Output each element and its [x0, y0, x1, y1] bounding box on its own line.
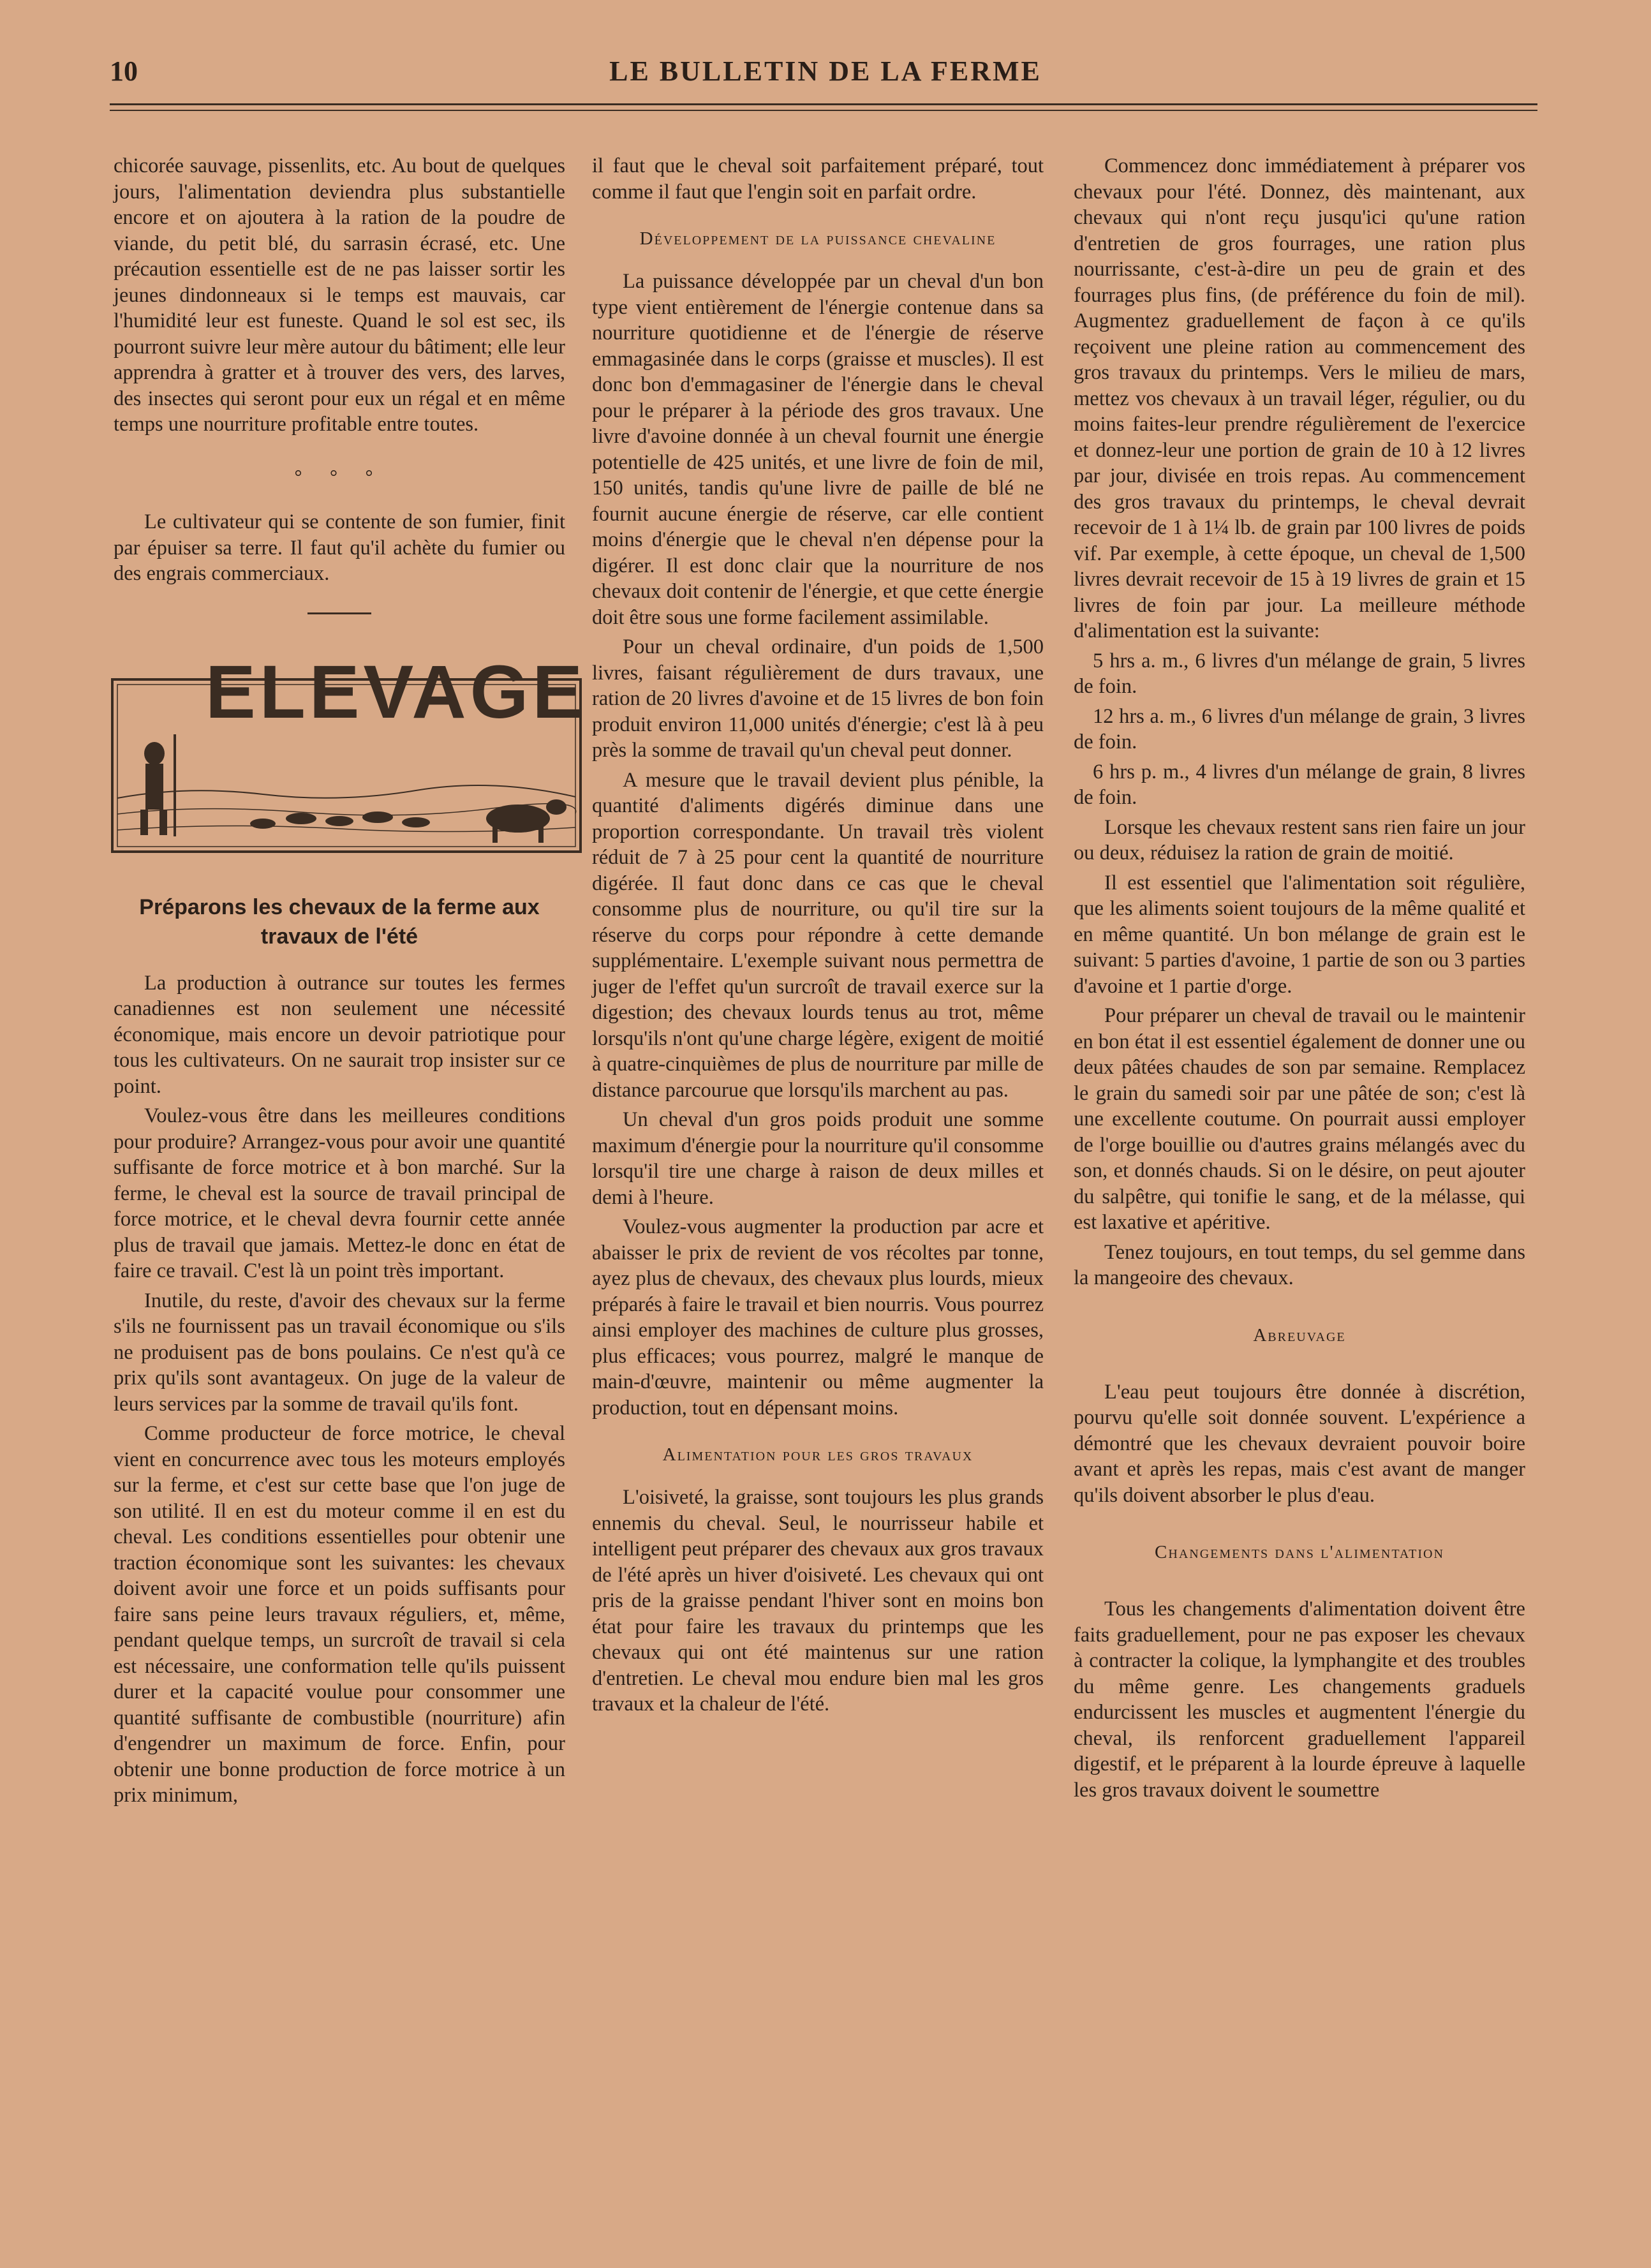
header-rule-top — [110, 103, 1537, 105]
paragraph: Comme producteur de force motrice, le cheval vient en concurrence avec tous les moteurs employés sur la ferme, et c'est sur cette base que l'on juge de son utilité. Il en est du moteur comme il en est du cheval. Les conditions essentielles pour obtenir une traction économique sont les suivantes: les chevaux doivent avoir une force et un poids suffisants pour faire sans peine leurs travaux réguliers, et, même, pendant quelque temps, un surcroît de travail si cela est nécessaire, une conformation telle qu'ils puissent durer et la capacité voulue pour consommer une quantité suffisante de combustible (nourriture) afin d'engendrer un maximum de force. Enfin, pour obtenir une bonne production de force motrice à un prix minimum, — [114, 1422, 565, 1807]
paragraph: L'eau peut toujours être donnée à discrétion, pourvu qu'elle soit donnée souvent. L'expérience a démontré que les chevaux devraient pouvoir boire avant et après les repas, mais c'est avant de manger qu'ils doivent absorber le plus d'eau. — [1074, 1380, 1525, 1507]
feeding-schedule-item: 5 hrs a. m., 6 livres d'un mélange de grain, 5 livres de foin. — [1074, 649, 1525, 698]
section-heading: Développement de la puissance chevaline — [639, 228, 996, 249]
paragraph: Tenez toujours, en tout temps, du sel gemme dans la mangeoire des chevaux. — [1074, 1240, 1525, 1289]
paragraph: Pour un cheval ordinaire, d'un poids de 1,500 livres, faisant régulièrement de durs travaux, une ration de 20 livres d'avoine et de 15 livres de bon foin produit environ 11,000 unités d'énergie; c'est là à peu près la somme de travail qu'un cheval peut donner. — [592, 635, 1044, 762]
paragraph: il faut que le cheval soit parfaitement préparé, tout comme il faut que l'engin soit en parfait ordre. — [592, 154, 1044, 204]
page-number: 10 — [110, 56, 138, 87]
paragraph: Pour préparer un cheval de travail ou le maintenir en bon état il est essentiel également de donner une ou deux pâtées chaudes de son par semaine. Remplacez le grain du samedi soir par une pâtée de son; c'est là une excellente coutume. On pourrait aussi employer de l'orge bouillie ou d'autres grains mélangés avec du son, et donnés chauds. Si on le désire, on peut ajouter du salpêtre, qui tonifie le sang, et de la mélasse, qui est laxative et apéritive. — [1074, 1004, 1525, 1234]
paragraph: La production à outrance sur toutes les fermes canadiennes est non seulement une nécessité économique, mais encore un devoir patriotique pour tous les cultivateurs. On ne saurait trop insister sur ce point. — [114, 971, 565, 1098]
running-title: LE BULLETIN DE LA FERME — [609, 56, 1042, 87]
separator-rule — [307, 612, 371, 614]
paragraph: Un cheval d'un gros poids produit une somme maximum d'énergie pour la nourriture qu'il consomme lorsqu'il tire une charge à raison de deux milles et demi à l'heure. — [592, 1108, 1044, 1209]
paragraph: Tous les changements d'alimentation doivent être faits graduellement, pour ne pas exposer les chevaux à contracter la colique, la lymphangite et des troubles du même genre. Les changements graduels endurcissent les muscles et augmentent l'énergie du cheval, ils renforcent graduellement l'appareil digestif, et le préparent à la lourde épreuve à laquelle les gros travaux doivent le soumettre — [1074, 1597, 1525, 1802]
column-1 — [114, 153, 587, 1812]
paragraph: Voulez-vous être dans les meilleures conditions pour produire? Arrangez-vous pour avoir une quantité suffisante de force motrice et à bon marché. Sur la ferme, le cheval est la source de travail principal de force motrice, et le cheval devra fournir cette année plus de travail que jamais. Mettez-le donc en état de faire ce travail. C'est là un point très important. — [114, 1104, 565, 1282]
paragraph: Le cultivateur qui se contente de son fumier, finit par épuiser sa terre. Il faut qu'il achète du fumier ou des engrais commerciaux. — [114, 510, 565, 585]
paragraph: A mesure que le travail devient plus pénible, la quantité d'aliments digérés diminue dans une proportion correspondante. Un travail très violent réduit de 7 à 25 pour cent la quantité de nourriture digérée. Il faut donc dans ce cas que le cheval consomme plus de nourriture, ou qu'il tire sur la réserve du corps pour répondre à cette demande supplémentaire. L'exemple suivant nous permettra de juger de l'effet qu'un surcroît de travail exerce sur la digestion; des chevaux lourds tenus au trot, même lorsqu'ils n'ont qu'une charge légère, exigent de moitié à quatre-cinquièmes de plus de nourriture par mille de distance parcourue que lorsqu'ils marchent au pas. — [592, 768, 1044, 1102]
paragraph: Lorsque les chevaux restent sans rien faire un jour ou deux, réduisez la ration de grain de moitié. — [1074, 815, 1525, 864]
elevage-banner — [110, 649, 587, 854]
paragraph: Inutile, du reste, d'avoir des chevaux sur la ferme s'ils ne fournissent pas un travail économique ou s'ils ne produisent pas de bons poulains. Ce n'est qu'à ce prix qu'ils sont avantageux. On juge de la valeur de leurs services par la somme de travail qu'ils font. — [114, 1289, 565, 1416]
paragraph: L'oisiveté, la graisse, sont toujours les plus grands ennemis du cheval. Seul, le nourrisseur habile et intelligent peut préparer des chevaux aux gros travaux de l'été après un hiver d'oisiveté. Les chevaux qui ont pris de la graisse pendant l'hiver sont en moins bon état pour faire les travaux du printemps que les chevaux qui ont été maintenus sur une ration d'entretien. Le cheval mou endure bien mal les gros travaux et la chaleur de l'été. — [592, 1486, 1044, 1716]
feeding-schedule-item: 6 hrs p. m., 4 livres d'un mélange de grain, 8 livres de foin. — [1074, 760, 1525, 809]
feeding-schedule-item: 12 hrs a. m., 6 livres d'un mélange de grain, 3 livres de foin. — [1074, 704, 1525, 753]
paragraph: chicorée sauvage, pissenlits, etc. Au bout de quelques jours, l'alimentation deviendra plus substantielle encore et on ajoutera à la ration de la poudre de viande, du petit blé, du sarrasin écrasé, etc. Une précaution essentielle est de ne pas laisser sortir les jeunes dindonneaux si le temps est mauvais, car l'humidité leur est funeste. Quand le sol est sec, ils pourront suivre leur mère autour du bâtiment; elle leur apprendra à gratter et à trouver des vers, des larves, des insectes qui seront pour eux un régal et en même temps une nourriture profitable entre toutes. — [114, 154, 565, 436]
paragraph: La puissance développée par un cheval d'un bon type vient entièrement de l'énergie contenue dans sa nourriture quotidienne et de l'énergie de réserve emmagasinée dans le corps (graisse et muscles). Il est donc bon d'emmagasiner de l'énergie dans le cheval pour le préparer à la période des gros travaux. Une livre d'avoine donnée à un cheval fournit une énergie potentielle de 425 unités, et une livre de foin de mil, 150 unités, tandis qu'une livre de paille de blé ne fournit aucune énergie de réserve, car elle contient moins d'énergie que le cheval n'en dépense pour la digérer. Il est donc clair que la nourriture de nos chevaux doit contenir de l'énergie, et que cette énergie doit être sous une forme facilement assimilable. — [592, 270, 1044, 629]
section-heading: Changements dans l'alimentation — [1155, 1542, 1444, 1562]
paragraph: Voulez-vous augmenter la production par acre et abaisser le prix de revient de vos récoltes par tonne, ayez plus de chevaux, des chevaux plus lourds, mieux préparés à faire le travail et bien nourris. Vous pourrez ainsi employer des machines de culture plus grosses, plus efficaces; vous pourrez, malgré le manque de main-d'œuvre, maintenir ou même augmenter la production, tout en dépensant moins. — [592, 1215, 1044, 1419]
column-2 — [592, 153, 1044, 1721]
column-3 — [1074, 153, 1525, 1807]
section-heading: Alimentation pour les gros travaux — [662, 1444, 974, 1465]
paragraph: Commencez donc immédiatement à préparer vos chevaux pour l'été. Donnez, dès maintenant, aux chevaux qui n'ont reçu jusqu'ici qu'une ration d'entretien de gros fourrages, une ration plus nourrissante, c'est-à-dire un peu de grain et des fourrages plus fins, (de préférence du foin de mil). Augmentez graduellement de façon à ce qu'ils reçoivent une pleine ration au commencement des gros travaux du printemps. Vers le milieu de mars, mettez vos chevaux à un travail léger, régulier, ou du moins faites-leur prendre régulièrement de l'exercice et donnez-leur une portion de grain de 10 à 12 livres par jour, divisée en trois repas. Au commencement des gros travaux du printemps, le cheval devrait recevoir de 1 à 1¼ lb. de grain par 100 livres de poids vif. Par exemple, à cette époque, un cheval de 1,500 livres devrait recevoir de 15 à 19 livres de grain et 15 livres de foin par jour. La meilleure méthode d'alimentation est la suivante: — [1074, 154, 1525, 642]
section-dots: ° ° ° — [294, 466, 385, 487]
paragraph: Il est essentiel que l'alimentation soit régulière, que les aliments soient toujours de la même qualité et en même quantité. Un bon mélange de grain est le suivant: 5 parties d'avoine, 1 partie de son ou 3 parties d'avoine et 1 partie d'orge. — [1074, 871, 1525, 998]
header-rule-bottom — [110, 110, 1537, 111]
article-title: Préparons les chevaux de la ferme aux travaux de l'été — [139, 894, 540, 949]
section-heading: Abreuvage — [1253, 1324, 1346, 1345]
banner-title: ELEVAGE — [205, 649, 587, 734]
